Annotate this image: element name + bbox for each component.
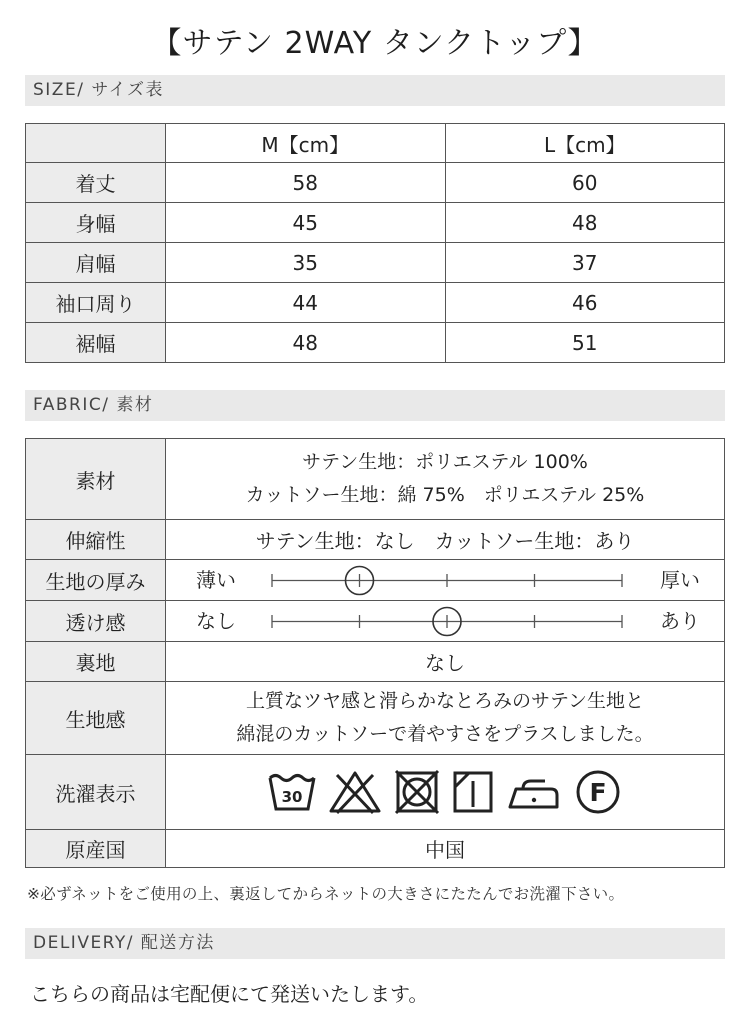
thickness-label: 生地の厚み <box>26 560 166 601</box>
material-row <box>26 439 725 520</box>
feel-line-1: 上質なツヤ感と滑らかなとろみのサテン生地と <box>245 690 645 712</box>
lining-label: 裏地 <box>26 642 166 682</box>
size-row-label: 身幅 <box>26 203 166 243</box>
page-title: 【サテン 2WAY タンクトップ】 <box>151 26 599 61</box>
size-value-m: 35 <box>166 243 446 283</box>
thickness-scale <box>166 560 725 601</box>
line-dry-shade-icon <box>451 769 495 815</box>
sheerness-label: 透け感 <box>26 601 166 642</box>
fabric-section-header: FABRIC/ 素材 <box>25 390 725 421</box>
size-value-l: 60 <box>445 163 725 203</box>
care-note: ※必ずネットをご使用の上、裏返してからネットの大きさにたたんでお洗濯下さい。 <box>27 885 625 903</box>
size-value-l: 48 <box>445 203 725 243</box>
stretch-value: サテン生地：なし カットソー生地：あり <box>166 520 725 560</box>
table-row <box>26 323 725 363</box>
size-value-m: 44 <box>166 283 446 323</box>
size-column-l: L【cm】 <box>445 124 725 163</box>
dry-clean-f-icon <box>573 769 623 815</box>
table-row <box>26 203 725 243</box>
size-header-row <box>26 124 725 163</box>
size-section-header: SIZE/ サイズ表 <box>25 75 725 106</box>
size-value-m: 58 <box>166 163 446 203</box>
size-value-l: 46 <box>445 283 725 323</box>
fabric-table <box>25 438 725 868</box>
feel-value <box>166 682 725 755</box>
feel-label: 生地感 <box>26 682 166 755</box>
origin-value: 中国 <box>166 830 725 868</box>
size-row-label: 肩幅 <box>26 243 166 283</box>
delivery-section-header: DELIVERY/ 配送方法 <box>25 928 725 959</box>
size-corner-cell <box>26 124 166 163</box>
no-bleach-icon <box>327 769 383 815</box>
lining-value: なし <box>166 642 725 682</box>
lining-row <box>26 642 725 682</box>
table-row <box>26 243 725 283</box>
wash-temp-text: 30 <box>281 788 303 806</box>
size-value-l: 51 <box>445 323 725 363</box>
table-row <box>26 163 725 203</box>
sheerness-right-label: あり <box>660 609 700 633</box>
origin-row <box>26 830 725 868</box>
size-value-l: 37 <box>445 243 725 283</box>
dry-clean-letter: F <box>589 778 607 807</box>
feel-line-2: 綿混のカットソーで着やすさをプラスしました。 <box>236 723 654 745</box>
size-row-label: 着丈 <box>26 163 166 203</box>
no-tumble-dry-icon <box>393 769 441 815</box>
size-value-m: 45 <box>166 203 446 243</box>
thickness-left-label: 薄い <box>196 568 236 592</box>
delivery-text: こちらの商品は宅配便にて発送いたします。 <box>30 982 429 1006</box>
size-row-label: 袖口周り <box>26 283 166 323</box>
sheerness-scale-graphic <box>266 601 646 642</box>
origin-label: 原産国 <box>26 830 166 868</box>
sheerness-row <box>26 601 725 642</box>
stretch-row <box>26 520 725 560</box>
table-row <box>26 283 725 323</box>
size-column-m: M【cm】 <box>166 124 446 163</box>
material-label: 素材 <box>26 439 166 520</box>
thickness-row <box>26 560 725 601</box>
thickness-scale-graphic <box>266 560 646 601</box>
sheerness-scale <box>166 601 725 642</box>
thickness-right-label: 厚い <box>660 568 700 592</box>
size-row-label: 裾幅 <box>26 323 166 363</box>
size-table <box>25 123 725 363</box>
feel-row <box>26 682 725 755</box>
hand-wash-30-icon <box>267 769 317 815</box>
size-value-m: 48 <box>166 323 446 363</box>
material-line-2: カットソー生地：綿 75% ポリエステル 25% <box>245 484 645 506</box>
care-label: 洗濯表示 <box>26 755 166 830</box>
care-symbols <box>166 755 725 830</box>
iron-low-icon <box>505 769 563 815</box>
care-row <box>26 755 725 830</box>
stretch-label: 伸縮性 <box>26 520 166 560</box>
material-line-1: サテン生地：ポリエステル 100% <box>302 451 588 473</box>
sheerness-left-label: なし <box>196 609 236 633</box>
material-value <box>166 439 725 520</box>
